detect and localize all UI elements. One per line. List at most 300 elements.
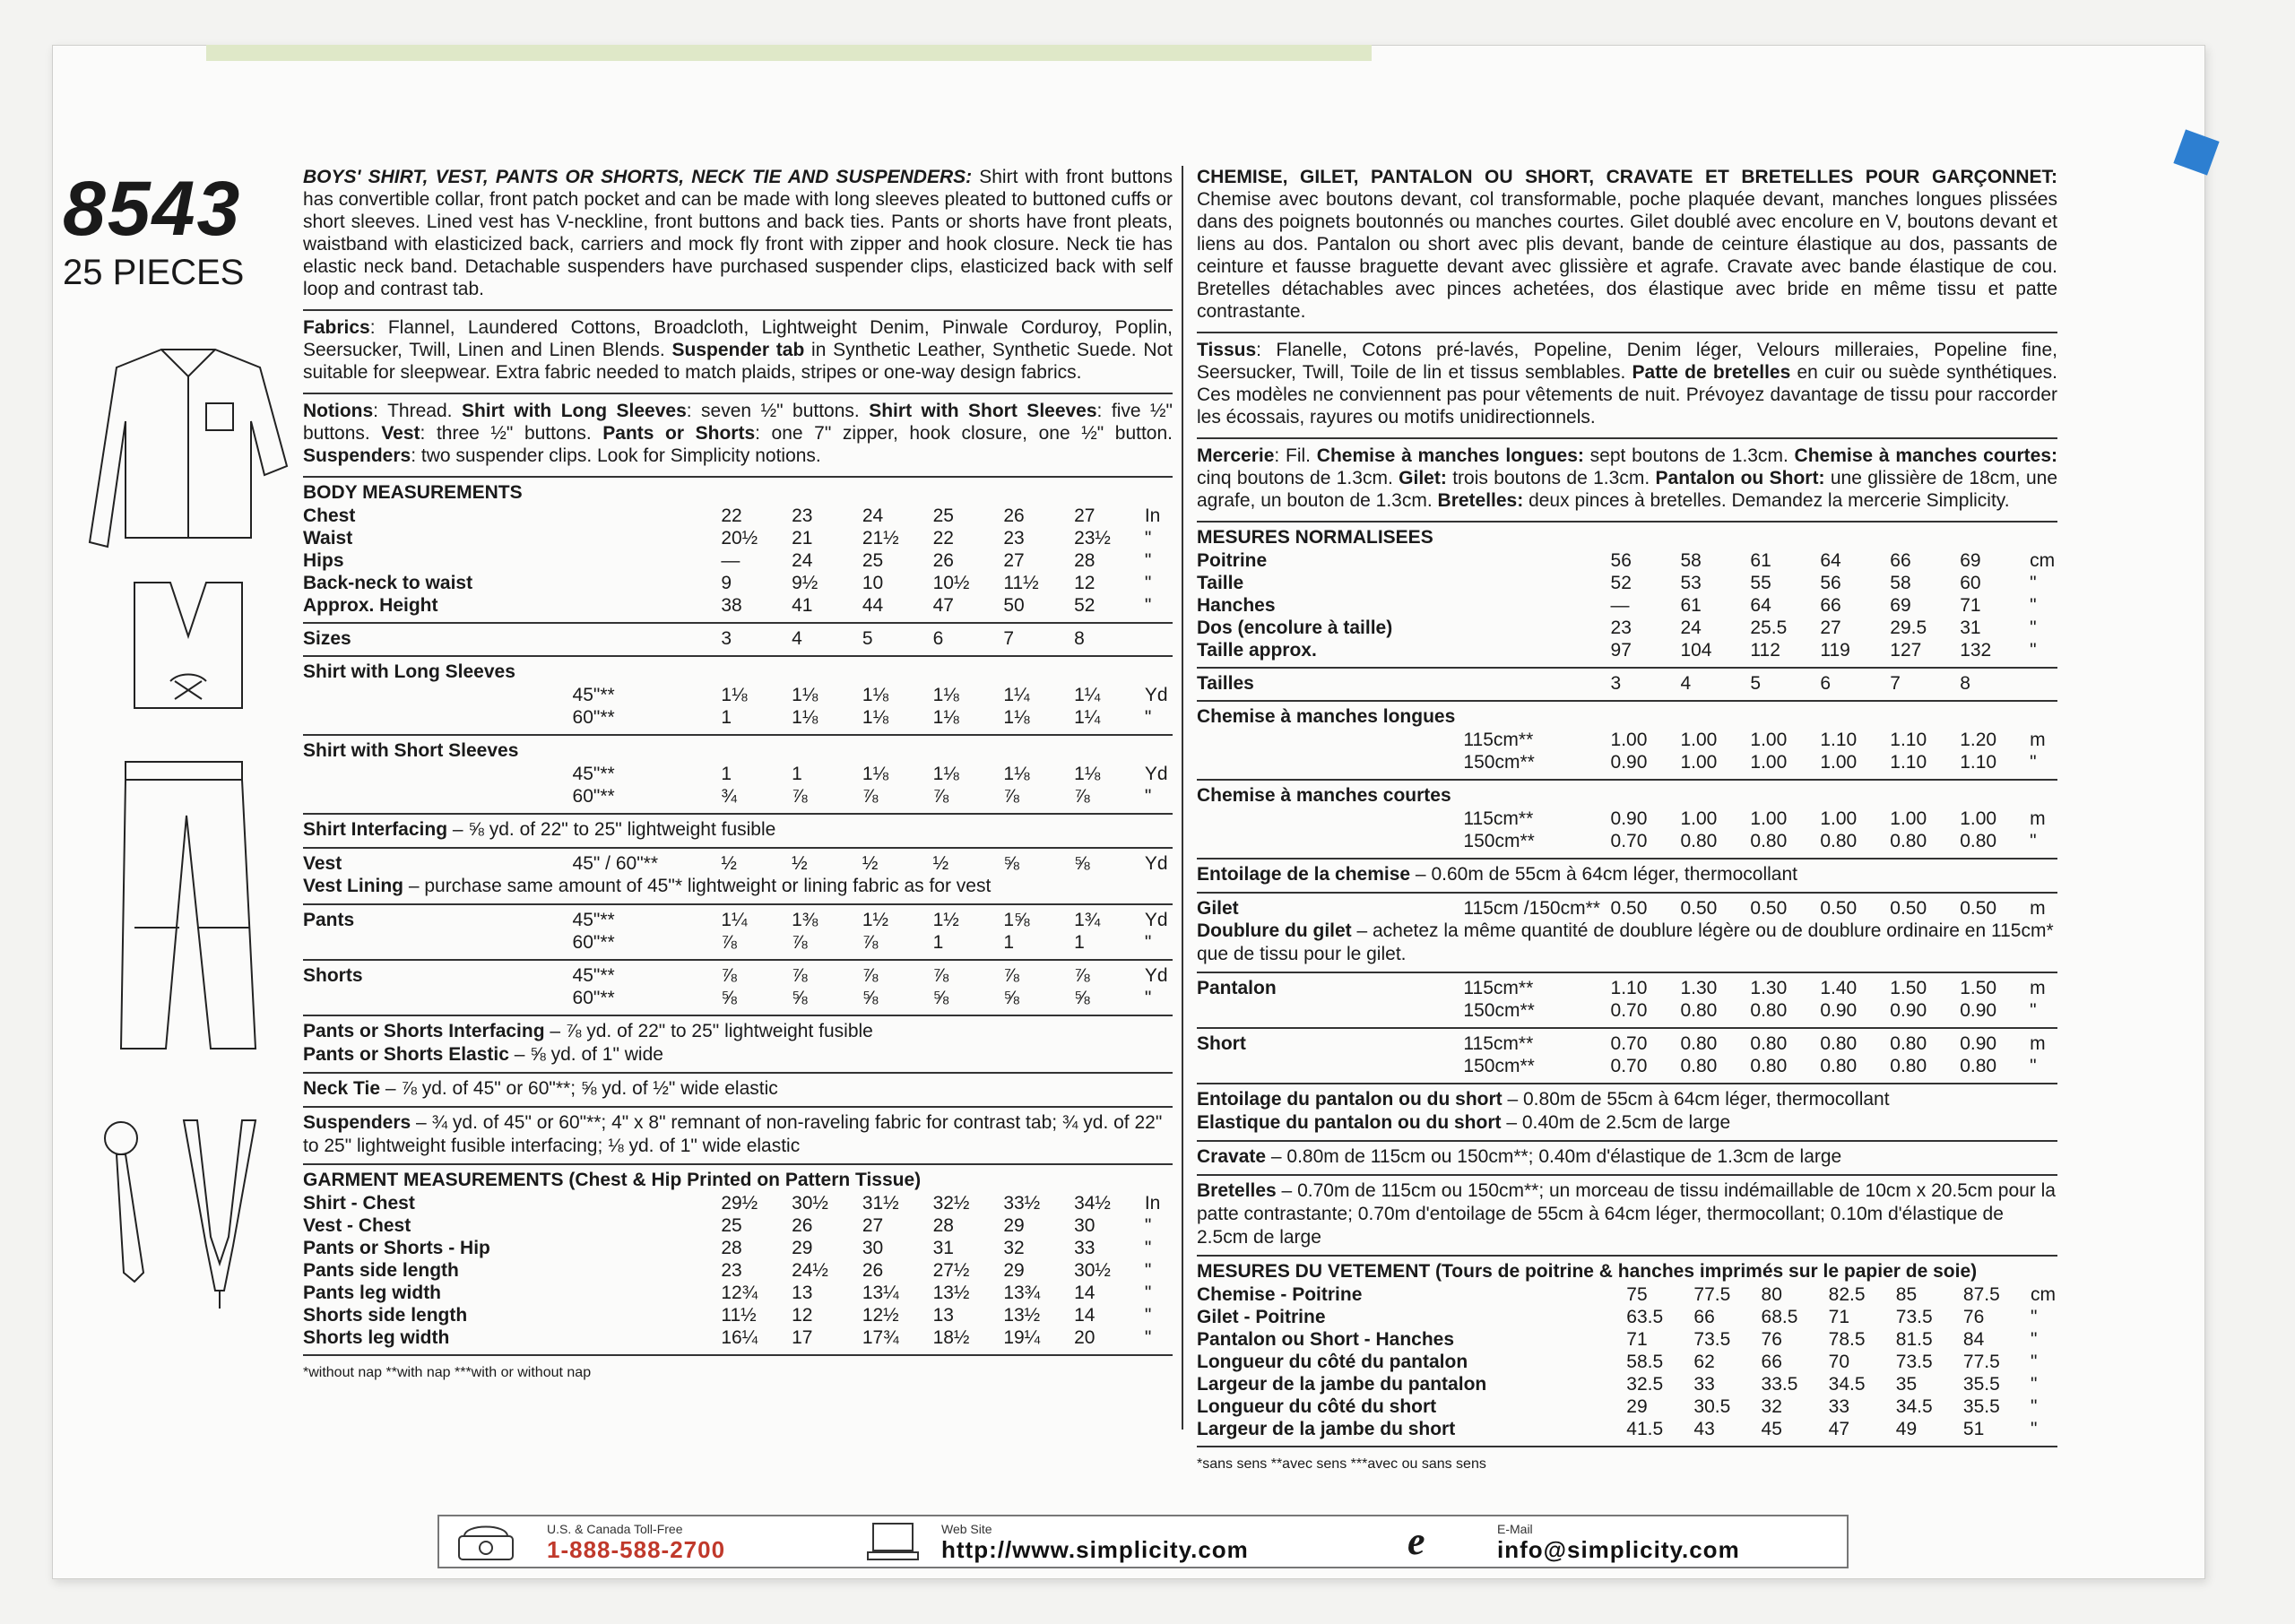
- sizes-label: Sizes: [303, 628, 351, 649]
- fr-sizes: [1197, 669, 2057, 702]
- fr-body-title: MESURES NORMALISEES: [1197, 527, 1433, 548]
- size-value: 77.5: [1693, 1284, 1731, 1305]
- size-value: 32: [1761, 1396, 1782, 1417]
- spacer: [1463, 549, 1610, 572]
- unit: ": [2031, 1396, 2038, 1417]
- row-label: Shorts leg width: [303, 1327, 450, 1348]
- size-value: 11½: [1003, 573, 1039, 593]
- size-value: 12: [792, 1305, 813, 1326]
- size-value: 21½: [862, 528, 899, 549]
- unit: ": [2031, 1352, 2038, 1372]
- size-value: 20½: [721, 528, 758, 549]
- size-value: 20: [1074, 1327, 1096, 1348]
- size-value: 1.00: [1820, 752, 1858, 773]
- size-value: ⅞: [1003, 786, 1019, 807]
- size-value: 68.5: [1761, 1307, 1798, 1327]
- size-value: 19¼: [1003, 1327, 1041, 1348]
- size-value: 64: [1750, 595, 1771, 616]
- spacer: [303, 706, 573, 729]
- row-label: Shirt - Chest: [303, 1193, 415, 1214]
- phone-number[interactable]: 1-888-588-2700: [547, 1536, 726, 1563]
- size-value: ½: [932, 853, 949, 874]
- necktie-sketch-icon: [105, 1122, 143, 1282]
- size-value: 0.50: [1610, 898, 1648, 919]
- size-value: 75: [1626, 1284, 1648, 1305]
- en-short-table: [303, 763, 1173, 808]
- email-glyph: e: [1407, 1519, 1425, 1563]
- size-value: 29½: [721, 1193, 758, 1214]
- row-label: Pantalon: [1197, 978, 1277, 998]
- en-ps-elastic-text: – ⅝ yd. of 1" wide: [508, 1044, 663, 1065]
- size: 3: [721, 628, 732, 649]
- size-value: 23: [1003, 528, 1025, 549]
- fr-long-title: Chemise à manches longues: [1197, 706, 1456, 727]
- vest-label: Gilet: [1197, 898, 1239, 919]
- unit: ": [2030, 1000, 2037, 1021]
- spacer: [573, 594, 722, 617]
- suspenders-sketch-icon: [184, 1120, 255, 1309]
- table-row: [303, 572, 1173, 594]
- size-value: 27: [1074, 505, 1096, 526]
- en-notions-susp-label: Suspenders: [303, 445, 411, 466]
- size-value: 1¼: [721, 910, 748, 930]
- fr-notions-long-label: Chemise à manches longues:: [1311, 445, 1584, 466]
- en-notions-vest-text: : three ½" buttons.: [420, 423, 592, 444]
- table-row: [1197, 1373, 2057, 1395]
- size-value: 28: [721, 1238, 742, 1258]
- fr-necktie-label: Cravate: [1197, 1146, 1267, 1167]
- size-value: 41: [792, 595, 813, 616]
- row-label: Longueur du côté du short: [1197, 1396, 1437, 1417]
- fr-notions-vest-text: trois boutons de 1.3cm.: [1446, 468, 1650, 488]
- size-value: 1⅛: [792, 685, 818, 705]
- size-value: 81.5: [1895, 1329, 1933, 1350]
- size-value: ⅝: [792, 988, 808, 1008]
- fr-footnote: *sans sens **avec sens ***avec ou sans sens: [1197, 1456, 1486, 1472]
- en-notions-long-text: : seven ½" buttons.: [686, 401, 860, 421]
- fr-notions: [1197, 439, 2057, 523]
- size-value: 62: [1693, 1352, 1715, 1372]
- size-value: 1.50: [1890, 978, 1927, 998]
- table-row: [1197, 1395, 2057, 1418]
- pattern-header: [63, 166, 245, 293]
- en-notions-text: : Thread.: [373, 401, 453, 421]
- size-value: 66: [1820, 595, 1841, 616]
- en-fabrics: [303, 311, 1173, 394]
- size-value: 1¼: [1003, 685, 1030, 705]
- fr-ps-elastic-text: – 0.40m de 2.5cm de large: [1501, 1112, 1731, 1133]
- size-value: 22: [932, 528, 954, 549]
- size-value: 29: [1626, 1396, 1648, 1417]
- table-row: [1197, 594, 2057, 617]
- size-value: 26: [932, 550, 954, 571]
- row-label: Largeur de la jambe du pantalon: [1197, 1374, 1487, 1395]
- size-value: ⅞: [1074, 965, 1090, 986]
- row-label: [303, 987, 573, 1009]
- size-value: 25: [862, 550, 884, 571]
- web-block: [941, 1516, 1249, 1567]
- spacer: [1463, 572, 1610, 594]
- table-row: [303, 1282, 1173, 1304]
- fr-interfacing-label: Entoilage de la chemise: [1197, 864, 1411, 885]
- size-value: 1⅛: [862, 707, 889, 728]
- size-value: 47: [932, 595, 954, 616]
- size-value: ⅞: [932, 786, 949, 807]
- size-value: 0.70: [1610, 1033, 1648, 1054]
- size-value: 1⅛: [1003, 764, 1030, 784]
- size-value: 58: [1890, 573, 1911, 593]
- sizes-row: [303, 627, 1173, 650]
- fr-ps-elastic-label: Elastique du pantalon ou du short: [1197, 1112, 1502, 1133]
- unit: Yd: [1144, 853, 1168, 874]
- size-value: 31: [1960, 618, 1981, 638]
- fr-vest: [1197, 894, 2057, 973]
- fr-shorts: [1197, 1029, 2057, 1084]
- size-value: 30: [1074, 1215, 1096, 1236]
- fr-ps-interfacing-text: – 0.80m de 55cm à 64cm léger, thermocollant: [1502, 1089, 1890, 1110]
- row-label: [303, 931, 573, 954]
- spacer: [1486, 1306, 1626, 1328]
- size-value: 28: [1074, 550, 1096, 571]
- size-value: 35.5: [1962, 1374, 2000, 1395]
- size-value: 0.90: [1610, 808, 1648, 829]
- fr-notions-susp-text: deux pinces à bretelles. Demandez la mercerie Simplicity.: [1523, 490, 2010, 511]
- size-value: 12½: [862, 1305, 899, 1326]
- size-value: 29.5: [1890, 618, 1927, 638]
- size-value: 18½: [932, 1327, 970, 1348]
- fr-notions-long-text: sept boutons de 1.3cm.: [1583, 445, 1788, 466]
- spacer: [1463, 594, 1610, 617]
- size-value: 1⅛: [1003, 707, 1030, 728]
- size-value: ⅝: [1003, 853, 1019, 874]
- size-value: 30: [862, 1238, 884, 1258]
- size-value: ½: [792, 853, 808, 874]
- row-label: Short: [1197, 1033, 1246, 1054]
- size-value: 12: [1074, 573, 1096, 593]
- spacer: [303, 763, 573, 785]
- size-value: 27: [1820, 618, 1841, 638]
- size-value: 23: [792, 505, 813, 526]
- table-row: [1197, 572, 2057, 594]
- spacer: [303, 785, 573, 808]
- en-sizes-table: [303, 627, 1173, 650]
- vest-row: [303, 852, 1173, 875]
- size-value: ⅝: [862, 988, 879, 1008]
- en-notions-label: Notions: [303, 401, 374, 421]
- table-row: [1197, 549, 2057, 572]
- size-value: 56: [1820, 573, 1841, 593]
- size-value: 26: [862, 1260, 884, 1281]
- size-value: 31: [932, 1238, 954, 1258]
- size: 6: [1820, 673, 1832, 694]
- unit: ": [1144, 573, 1152, 593]
- en-notions-vest-label: Vest: [381, 423, 420, 444]
- size: 6: [932, 628, 944, 649]
- size-value: 32: [1003, 1238, 1025, 1258]
- row-label: Pants or Shorts - Hip: [303, 1238, 490, 1258]
- size-value: 9½: [792, 573, 818, 593]
- unit: ": [2031, 1374, 2038, 1395]
- unit: Yd: [1144, 685, 1168, 705]
- table-row: [1197, 751, 2057, 773]
- size-value: 29: [1003, 1215, 1025, 1236]
- size-value: 1⅝: [1003, 910, 1030, 930]
- fabric-width: 150cm**: [1463, 752, 1535, 773]
- fabric-width: 150cm**: [1463, 1056, 1535, 1076]
- size-value: 69: [1960, 550, 1981, 571]
- en-vest: [303, 849, 1173, 905]
- fr-body-table: [1197, 549, 2057, 661]
- table-row: [1197, 830, 2057, 852]
- unit: ": [1144, 932, 1152, 953]
- email-link[interactable]: info@simplicity.com: [1497, 1536, 1740, 1563]
- spacer: [1145, 627, 1173, 650]
- en-notions: [303, 394, 1173, 478]
- unit: m: [2030, 808, 2046, 829]
- size: 4: [792, 628, 802, 649]
- size-value: 17: [792, 1327, 813, 1348]
- en-shorts: [303, 961, 1173, 1016]
- size-value: ⅝: [1003, 988, 1019, 1008]
- size-value: 80: [1761, 1284, 1782, 1305]
- unit: ": [2030, 618, 2037, 638]
- unit: ": [1144, 1215, 1152, 1236]
- size-value: 10: [862, 573, 884, 593]
- size-value: 28: [932, 1215, 954, 1236]
- size-value: 56: [1610, 550, 1632, 571]
- en-body-measurements: [303, 478, 1173, 624]
- spacer: [1197, 751, 1463, 773]
- fr-garment-measurements: [1197, 1257, 2057, 1447]
- table-row: [303, 931, 1173, 954]
- fr-shorts-table: [1197, 1032, 2057, 1077]
- table-row: [303, 987, 1173, 1009]
- size-value: 0.50: [1750, 898, 1788, 919]
- table-row: [303, 1326, 1173, 1349]
- size-value: 17¾: [862, 1327, 899, 1348]
- size-value: 0.80: [1960, 831, 1997, 851]
- size-value: 14: [1074, 1283, 1096, 1303]
- fr-interfacing: [1197, 860, 2057, 894]
- size: 4: [1680, 673, 1692, 694]
- en-notions-susp-text: : two suspender clips. Look for Simplicity notions.: [411, 445, 821, 466]
- size-value: ⅞: [721, 965, 737, 986]
- size-value: 34.5: [1895, 1396, 1933, 1417]
- size-value: 33: [1828, 1396, 1849, 1417]
- fr-pants-table: [1197, 977, 2057, 1022]
- size-value: 0.90: [1820, 1000, 1858, 1021]
- size-value: 0.80: [1890, 831, 1927, 851]
- size-value: 1.20: [1960, 730, 1997, 750]
- fr-ps-interfacing: [1197, 1084, 2057, 1142]
- size-value: 0.80: [1960, 1056, 1997, 1076]
- spacer: [573, 1214, 722, 1237]
- fabric-width: 60"**: [572, 932, 615, 953]
- size-value: 38: [721, 595, 742, 616]
- size-value: 69: [1890, 595, 1911, 616]
- en-short-sleeves: [303, 736, 1173, 815]
- size-value: 1: [721, 764, 732, 784]
- spacer: [1463, 617, 1610, 639]
- size-value: 127: [1890, 640, 1922, 661]
- unit: In: [1144, 505, 1161, 526]
- en-vest-lining-label: Vest Lining: [303, 876, 404, 896]
- size-value: 0.80: [1680, 831, 1718, 851]
- fabric-width: 45"**: [572, 685, 615, 705]
- fabric-width: 115cm**: [1463, 730, 1534, 750]
- size-value: 60: [1960, 573, 1981, 593]
- unit: Yd: [1144, 965, 1168, 986]
- size-value: 29: [792, 1238, 813, 1258]
- fabric-width: 45"**: [572, 910, 615, 930]
- en-description: [303, 166, 1173, 311]
- size-value: 14: [1074, 1305, 1096, 1326]
- size-value: 0.70: [1610, 831, 1648, 851]
- size: 5: [1750, 673, 1762, 694]
- unit: Yd: [1144, 764, 1168, 784]
- size-value: 0.90: [1610, 752, 1648, 773]
- size-value: ½: [862, 853, 879, 874]
- size-value: 41.5: [1626, 1419, 1664, 1439]
- unit: ": [1144, 707, 1152, 728]
- fr-sizes-table: [1197, 672, 2057, 695]
- table-row: [1197, 1032, 2057, 1055]
- row-label: Largeur de la jambe du short: [1197, 1419, 1456, 1439]
- size-value: 1.00: [1680, 752, 1718, 773]
- telephone-icon: [452, 1520, 524, 1563]
- fr-body-measurements: [1197, 523, 2057, 669]
- table-row: [303, 549, 1173, 572]
- size-value: 21: [792, 528, 813, 549]
- size-value: 77.5: [1962, 1352, 2000, 1372]
- unit: ": [1144, 528, 1152, 549]
- size-value: 51: [1962, 1419, 1985, 1439]
- size-value: 33.5: [1761, 1374, 1798, 1395]
- size-value: 66: [1890, 550, 1911, 571]
- size-value: 119: [1820, 640, 1850, 661]
- size-value: 1¼: [1074, 685, 1101, 705]
- size-value: ⅝: [721, 988, 737, 1008]
- size-value: 10½: [932, 573, 970, 593]
- en-fabrics-label: Fabrics: [303, 317, 370, 338]
- row-label: Poitrine: [1197, 550, 1268, 571]
- size-value: 27: [862, 1215, 884, 1236]
- size-value: 34.5: [1828, 1374, 1866, 1395]
- size-value: 16¼: [721, 1327, 758, 1348]
- size-value: 0.80: [1680, 1033, 1718, 1054]
- shirt-sketch-icon: [90, 350, 287, 547]
- size-value: 26: [1003, 505, 1025, 526]
- en-notions-short-text: : five ½" buttons.: [303, 401, 1173, 444]
- size-value: 1.10: [1890, 730, 1927, 750]
- contact-bar: [437, 1515, 1849, 1568]
- table-row: [303, 1237, 1173, 1259]
- size-value: 1⅛: [932, 764, 959, 784]
- size-value: 0.70: [1610, 1000, 1648, 1021]
- size-value: 33: [1074, 1238, 1096, 1258]
- size-value: 61: [1680, 595, 1702, 616]
- size-value: 1.10: [1610, 978, 1648, 998]
- unit: cm: [2030, 550, 2056, 571]
- row-label: Taille approx.: [1197, 640, 1317, 661]
- size-value: 1.50: [1960, 978, 1997, 998]
- en-necktie: [303, 1074, 1173, 1108]
- size-value: 35.5: [1962, 1396, 2000, 1417]
- unit: ": [2031, 1307, 2038, 1327]
- size: 7: [1890, 673, 1901, 694]
- table-row: [1197, 808, 2057, 830]
- size-value: 55: [1750, 573, 1771, 593]
- size-value: 1¾: [1074, 910, 1101, 930]
- size-value: 0.80: [1820, 1056, 1858, 1076]
- unit: ": [2031, 1329, 2038, 1350]
- unit: ": [1144, 1327, 1152, 1348]
- size-value: 1.00: [1890, 808, 1927, 829]
- pattern-pieces: 25 PIECES: [63, 253, 245, 292]
- unit: ": [2030, 640, 2037, 661]
- row-label: Hips: [303, 550, 344, 571]
- fr-susp-label: Bretelles: [1197, 1180, 1277, 1201]
- en-ps-interfacing: [303, 1016, 1173, 1074]
- row-label: Dos (encolure à taille): [1197, 618, 1393, 638]
- fr-notions-short-text: cinq boutons de 1.3cm.: [1197, 468, 1393, 488]
- en-notions-long-label: Shirt with Long Sleeves: [452, 401, 687, 421]
- size-value: 1.00: [1680, 808, 1718, 829]
- size-value: 1.00: [1680, 730, 1718, 750]
- size: 5: [862, 628, 873, 649]
- unit: m: [2030, 898, 2046, 919]
- en-necktie-label: Neck Tie: [303, 1078, 380, 1099]
- spacer: [2030, 672, 2057, 695]
- unit: ": [2030, 831, 2037, 851]
- size-value: 23½: [1074, 528, 1111, 549]
- size-value: 1.40: [1820, 978, 1858, 998]
- envelope-edge-strip: [206, 45, 1372, 61]
- size-value: 61: [1750, 550, 1771, 571]
- vest-label: Vest: [303, 853, 342, 874]
- fr-notions-label: Mercerie: [1197, 445, 1275, 466]
- en-ps-interfacing-label: Pants or Shorts Interfacing: [303, 1021, 545, 1041]
- size-value: 13: [932, 1305, 954, 1326]
- web-link[interactable]: http://www.simplicity.com: [941, 1536, 1249, 1563]
- row-label: Pants side length: [303, 1260, 459, 1281]
- size-value: 73.5: [1895, 1307, 1933, 1327]
- fabric-width: 150cm**: [1463, 1000, 1535, 1021]
- vest-row: [1197, 897, 2057, 920]
- size-value: 1.10: [1820, 730, 1858, 750]
- table-row: [303, 684, 1173, 706]
- fr-fabrics-text2: en cuir ou suède synthétiques. Ces modèles ne conviennent pas pour vêtements de nuit. Prévoyez davantage de tissu pour raccorder les écossais, rayures ou motifs unidirectionnels.: [1197, 362, 2057, 428]
- en-body-title: BODY MEASUREMENTS: [303, 482, 523, 503]
- fr-vest-lining-label: Doublure du gilet: [1197, 920, 1352, 941]
- row-label: Shorts side length: [303, 1305, 468, 1326]
- garment-sketches: [81, 341, 296, 1309]
- size-value: ⅝: [1074, 988, 1090, 1008]
- size-value: ⅞: [862, 965, 879, 986]
- fr-notions-susp-label: Bretelles:: [1432, 490, 1524, 511]
- spacer: [573, 627, 722, 650]
- size-value: 0.90: [1960, 1033, 1997, 1054]
- spacer: [573, 505, 722, 527]
- fr-necktie: [1197, 1142, 2057, 1176]
- fr-short-title: Chemise à manches courtes: [1197, 785, 1451, 806]
- size-value: 44: [862, 595, 884, 616]
- table-row: [303, 1259, 1173, 1282]
- size-value: 25.5: [1750, 618, 1788, 638]
- size-value: 71: [1828, 1307, 1849, 1327]
- table-row: [303, 505, 1173, 527]
- size-value: 58.5: [1626, 1352, 1664, 1372]
